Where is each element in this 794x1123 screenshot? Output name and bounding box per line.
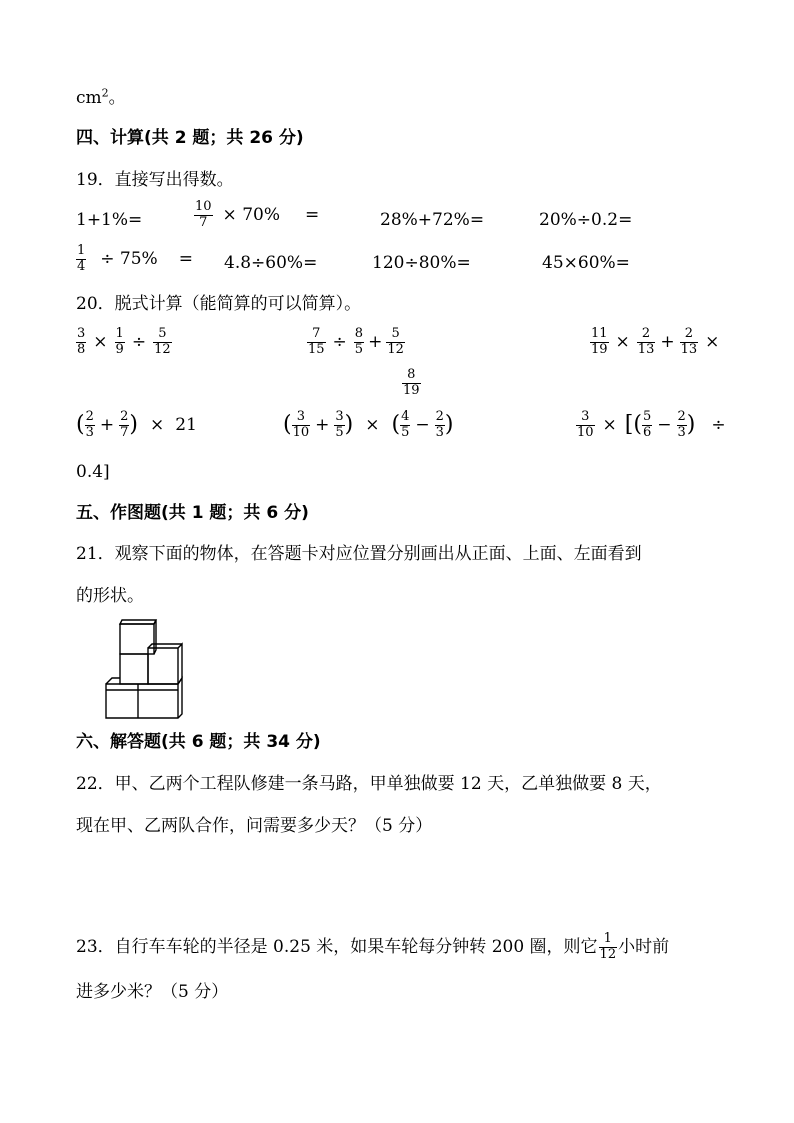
q19-item-2: $\frac{10}{7}$ × 70% =: [195, 199, 320, 230]
q19-stem: 19．直接写出得数。: [76, 170, 234, 190]
q20-expr-5: ( $\frac{3}{10}$ + $\frac{3}{5}$ ) × ( $\frac{4}{5}$ − $\frac{2}{3}$ ): [283, 409, 454, 440]
q19-item-1: 1+1%=: [76, 210, 143, 230]
q19-item-5: $\frac{1}{4}$ ÷ 75% =: [77, 243, 193, 274]
section-6-heading: 六、解答题(共 6 题；共 34 分): [76, 732, 321, 752]
section-4-heading: 四、计算(共 2 题；共 26 分): [76, 128, 304, 148]
q20-expr-1: $\frac{3}{8}$ × $\frac{1}{9}$ ÷ $\frac{5}{12}$: [77, 326, 171, 357]
q22-line-1: 22．甲、乙两个工程队修建一条马路，甲单独做要 12 天，乙单独做要 8 天，: [76, 774, 662, 794]
cube-stack-figure: [100, 616, 190, 720]
q20-stem: 20．脱式计算（能简算的可以简算）。: [76, 294, 362, 314]
q20-expr-3: $\frac{11}{19}$ × $\frac{2}{13}$ + $\frac{2}{13}$ ×: [591, 326, 720, 357]
q20-expr-4: ( $\frac{2}{3}$ + $\frac{2}{7}$ ) × 21: [76, 409, 197, 440]
q21-line-2: 的形状。: [76, 586, 144, 606]
section-5-heading: 五、作图题(共 1 题；共 6 分): [76, 503, 309, 523]
q21-line-1: 21．观察下面的物体，在答题卡对应位置分别画出从正面、上面、左面看到: [76, 544, 642, 564]
q20-expr-3-wrap: $\frac{8}{19}$: [403, 367, 420, 398]
unit-fragment: $cm^2$。: [76, 86, 126, 108]
q19-item-6: 4.8÷60%=: [224, 253, 318, 273]
q23-line-1: 23．自行车车轮的半径是 0.25 米，如果车轮每分钟转 200 圈，则它 $\frac{1}{12}$ 小时前: [76, 931, 670, 962]
q19-item-7: 120÷80%=: [372, 253, 471, 273]
q20-expr-6: $\frac{3}{10}$ × [ ( $\frac{5}{6}$ − $\frac{2}{3}$ ) ÷: [577, 409, 726, 440]
q19-item-3: 28%+72%=: [380, 210, 485, 230]
q23-line-2: 进多少米？（5 分）: [76, 982, 229, 1002]
q19-item-8: 45×60%=: [542, 253, 630, 273]
q20-expr-2: $\frac{7}{15}$ ÷ $\frac{8}{5}$ + $\frac{5}{12}$: [308, 326, 404, 357]
q20-expr-6-wrap: 0.4]: [76, 462, 110, 482]
q22-line-2: 现在甲、乙两队合作，问需要多少天？（5 分）: [76, 816, 433, 836]
q19-item-4: 20%÷0.2=: [539, 210, 633, 230]
